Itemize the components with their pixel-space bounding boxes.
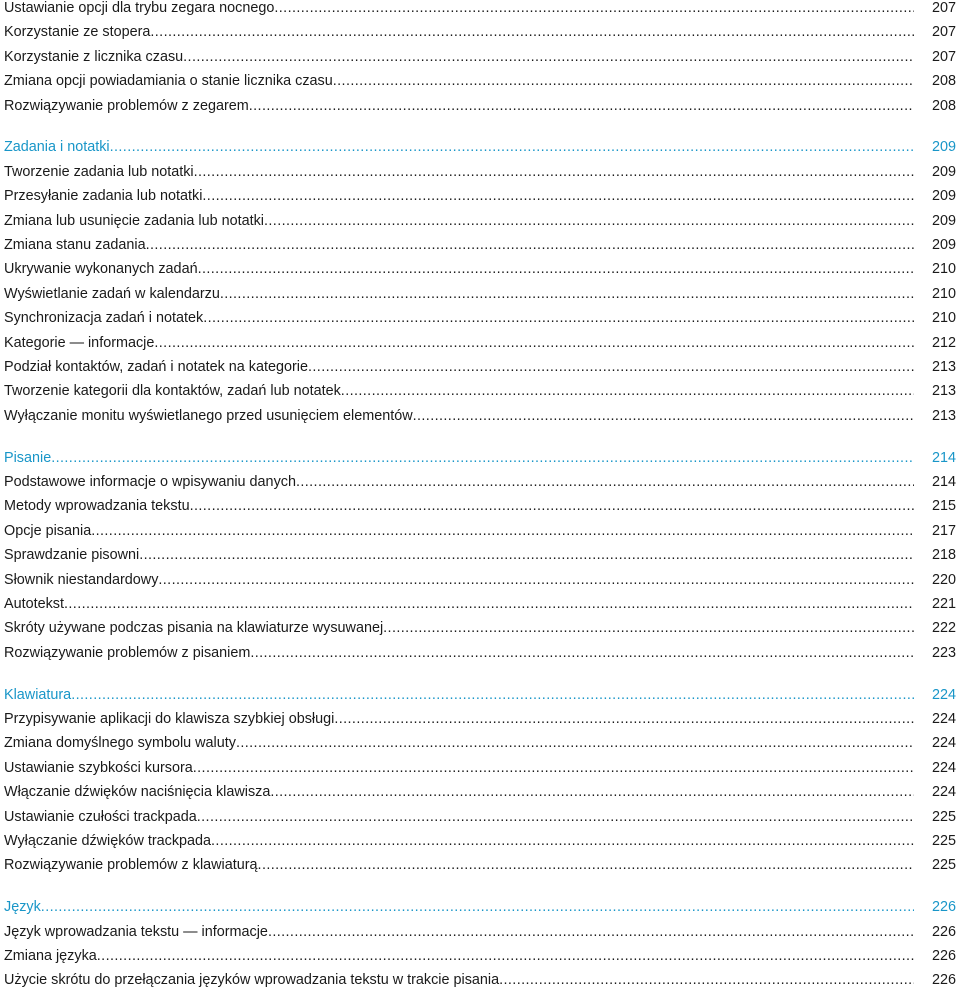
dot-leader <box>270 780 914 804</box>
toc-entry-title: Język wprowadzania tekstu — informacje <box>4 923 268 940</box>
toc-entry-page: 210 <box>931 310 956 327</box>
toc-entry-page: 207 <box>931 24 956 41</box>
toc-entry-title: Zmiana stanu zadania <box>4 237 146 253</box>
toc-entry[interactable] <box>4 470 956 494</box>
toc-entry-title: Synchronizacja zadań i notatek <box>4 310 204 327</box>
toc-entry-page: 213 <box>931 407 956 424</box>
toc-entry-title: Ukrywanie wykonanych zadań <box>4 261 198 278</box>
toc-entry[interactable] <box>4 944 956 968</box>
toc-entry-title: Włączanie dźwięków naciśnięcia klawisza <box>4 784 271 801</box>
toc-section-heading[interactable] <box>4 895 956 919</box>
toc-entry-title: Ustawianie czułości trackpada <box>4 808 197 825</box>
dot-leader <box>296 470 914 494</box>
toc-entry[interactable] <box>4 45 956 69</box>
toc-entry-title: Korzystanie ze stopera <box>4 24 151 41</box>
toc-entry-page: 213 <box>931 383 956 400</box>
toc-entry-page: 214 <box>931 474 956 491</box>
dot-leader <box>211 829 914 853</box>
toc-section-clock-continued <box>4 0 956 118</box>
toc-entry-page: 207 <box>931 0 956 16</box>
toc-entry[interactable] <box>4 306 956 330</box>
toc-entry-page: 217 <box>931 522 956 539</box>
dot-leader <box>51 446 914 470</box>
dot-leader <box>308 355 914 379</box>
toc-entry-page: 222 <box>931 620 956 637</box>
toc-entry[interactable] <box>4 829 956 853</box>
toc-entry-title: Korzystanie z licznika czasu <box>4 48 184 65</box>
dot-leader <box>150 20 914 44</box>
dot-leader <box>268 920 914 944</box>
dot-leader <box>154 331 914 355</box>
toc-entry-title: Rozwiązywanie problemów z zegarem <box>4 97 249 114</box>
toc-entry[interactable] <box>4 0 956 20</box>
toc-entry[interactable] <box>4 519 956 543</box>
toc-entry-title: Podział kontaktów, zadań i notatek na kategorie <box>4 358 309 375</box>
dot-leader <box>202 184 914 208</box>
toc-entry-page: 224 <box>931 759 956 776</box>
toc-entry-title: Zmiana lub usunięcie zadania lub notatki <box>4 212 264 229</box>
toc-entry-page: 209 <box>931 237 956 253</box>
toc-section-heading[interactable] <box>4 446 956 470</box>
toc-entry-title: Sprawdzanie pisowni <box>4 547 140 564</box>
toc-entry-title: Rozwiązywanie problemów z pisaniem <box>4 644 251 661</box>
dot-leader <box>383 616 914 640</box>
dot-leader <box>274 0 914 20</box>
dot-leader <box>197 805 914 829</box>
toc-entry-title: Wyłączanie monitu wyświetlanego przed usunięciem elementów <box>4 407 413 424</box>
toc-entry[interactable] <box>4 641 956 665</box>
toc-entry[interactable] <box>4 282 956 306</box>
dot-leader <box>110 135 914 159</box>
toc-entry[interactable] <box>4 853 956 877</box>
toc-entry[interactable] <box>4 331 956 355</box>
toc-entry-page: 226 <box>931 948 956 965</box>
toc-entry-page: 210 <box>931 261 956 278</box>
toc-entry[interactable] <box>4 968 956 992</box>
dot-leader <box>194 160 914 184</box>
toc-entry-page: 208 <box>931 97 956 114</box>
toc-heading-page: 214 <box>931 449 956 466</box>
toc-entry-title: Tworzenie kategorii dla kontaktów, zadań lub notatek <box>4 383 341 400</box>
toc-entry-page: 209 <box>931 188 956 205</box>
toc-entry-page: 224 <box>931 711 956 728</box>
toc-entry-title: Autotekst <box>4 595 64 612</box>
toc-entry-title: Zmiana domyślnego symbolu waluty <box>4 735 236 752</box>
toc-entry-page: 213 <box>931 358 956 375</box>
toc-entry-title: Zmiana języka <box>4 948 97 965</box>
toc-section-language <box>4 895 956 993</box>
toc-entry[interactable] <box>4 69 956 93</box>
toc-heading-title: Język <box>4 899 41 916</box>
toc-entry-title: Słownik niestandardowy <box>4 571 159 588</box>
toc-entry-title: Metody wprowadzania tekstu <box>4 498 190 515</box>
dot-leader <box>203 306 914 330</box>
toc-entry[interactable] <box>4 805 956 829</box>
toc-entry-page: 218 <box>931 547 956 564</box>
toc-heading-title: Zadania i notatki <box>4 139 110 156</box>
dot-leader <box>97 944 914 968</box>
toc-entry-title: Tworzenie zadania lub notatki <box>4 163 194 180</box>
toc-entry[interactable] <box>4 209 956 233</box>
toc-entry-title: Wyłączanie dźwięków trackpada <box>4 832 212 849</box>
dot-leader <box>333 69 914 93</box>
dot-leader <box>499 968 914 992</box>
toc-entry-page: 208 <box>931 73 956 90</box>
toc-entry-title: Ustawianie opcji dla trybu zegara nocnego <box>4 0 275 16</box>
dot-leader <box>341 379 914 403</box>
dot-leader <box>193 756 914 780</box>
toc-entry-title: Rozwiązywanie problemów z klawiaturą <box>4 857 258 874</box>
toc-heading-page: 209 <box>931 139 956 156</box>
toc-entry[interactable] <box>4 233 956 257</box>
toc-entry[interactable] <box>4 731 956 755</box>
dot-leader <box>198 257 914 281</box>
toc-entry-title: Zmiana opcji powiadamiania o stanie licznika czasu <box>4 73 333 90</box>
toc-entry[interactable] <box>4 160 956 184</box>
toc-entry-page: 225 <box>931 808 956 825</box>
dot-leader <box>64 592 914 616</box>
toc-entry[interactable] <box>4 20 956 44</box>
dot-leader <box>139 543 914 567</box>
toc-entry[interactable] <box>4 494 956 518</box>
toc-heading-title: Pisanie <box>4 449 52 466</box>
toc-section-heading[interactable] <box>4 135 956 159</box>
toc-entry-title: Przypisywanie aplikacji do klawisza szybkiej obsługi <box>4 711 335 728</box>
toc-entry-title: Ustawianie szybkości kursora <box>4 759 193 776</box>
toc-section-keyboard <box>4 683 956 878</box>
dot-leader <box>91 519 914 543</box>
toc-entry[interactable] <box>4 616 956 640</box>
toc-entry[interactable] <box>4 379 956 403</box>
toc-heading-page: 226 <box>931 899 956 916</box>
dot-leader <box>250 641 914 665</box>
dot-leader <box>41 895 914 919</box>
toc-entry[interactable] <box>4 780 956 804</box>
toc-entry[interactable] <box>4 568 956 592</box>
toc-entry[interactable] <box>4 707 956 731</box>
toc-entry-page: 225 <box>931 832 956 849</box>
toc-entry[interactable] <box>4 257 956 281</box>
toc-entry-title: Skróty używane podczas pisania na klawiaturze wysuwanej <box>4 620 384 637</box>
toc-entry-title: Kategorie — informacje <box>4 334 155 351</box>
dot-leader <box>190 494 914 518</box>
toc-section-tasks-notes <box>4 135 956 428</box>
dot-leader <box>334 707 914 731</box>
toc-entry-page: 207 <box>931 48 956 65</box>
toc-entry-page: 223 <box>931 644 956 661</box>
toc-entry-page: 226 <box>931 923 956 940</box>
toc-entry-page: 220 <box>931 571 956 588</box>
toc-entry[interactable] <box>4 404 956 428</box>
toc-heading-title: Klawiatura <box>4 686 72 703</box>
dot-leader <box>71 683 914 707</box>
toc-entry[interactable] <box>4 355 956 379</box>
toc-entry[interactable] <box>4 920 956 944</box>
toc-entry-page: 209 <box>931 163 956 180</box>
dot-leader <box>258 853 914 877</box>
toc-entry-page: 221 <box>931 595 956 612</box>
toc-entry[interactable] <box>4 543 956 567</box>
dot-leader <box>146 233 914 257</box>
toc-entry-page: 212 <box>931 334 956 351</box>
toc-entry-title: Podstawowe informacje o wpisywaniu danych <box>4 474 296 491</box>
toc-entry[interactable] <box>4 184 956 208</box>
dot-leader <box>158 568 914 592</box>
toc-entry-title: Przesyłanie zadania lub notatki <box>4 188 203 205</box>
toc-entry-page: 224 <box>931 784 956 801</box>
toc-heading-page: 224 <box>931 686 956 703</box>
dot-leader <box>249 94 914 118</box>
toc-section-heading[interactable] <box>4 683 956 707</box>
toc-entry[interactable] <box>4 94 956 118</box>
table-of-contents <box>4 0 956 993</box>
toc-entry-page: 215 <box>931 498 956 515</box>
toc-entry-title: Wyświetlanie zadań w kalendarzu <box>4 285 220 302</box>
toc-entry-page: 224 <box>931 735 956 752</box>
toc-entry-page: 210 <box>931 285 956 302</box>
toc-entry[interactable] <box>4 756 956 780</box>
toc-entry[interactable] <box>4 592 956 616</box>
dot-leader <box>183 45 914 69</box>
dot-leader <box>264 209 914 233</box>
toc-entry-page: 209 <box>931 212 956 229</box>
dot-leader <box>220 282 914 306</box>
toc-entry-page: 226 <box>931 972 956 989</box>
toc-entry-title: Użycie skrótu do przełączania języków wprowadzania tekstu w trakcie pisania <box>4 972 500 989</box>
dot-leader <box>236 731 914 755</box>
dot-leader <box>413 404 914 428</box>
toc-entry-page: 225 <box>931 857 956 874</box>
toc-entry-title: Opcje pisania <box>4 522 92 539</box>
toc-section-typing <box>4 446 956 666</box>
